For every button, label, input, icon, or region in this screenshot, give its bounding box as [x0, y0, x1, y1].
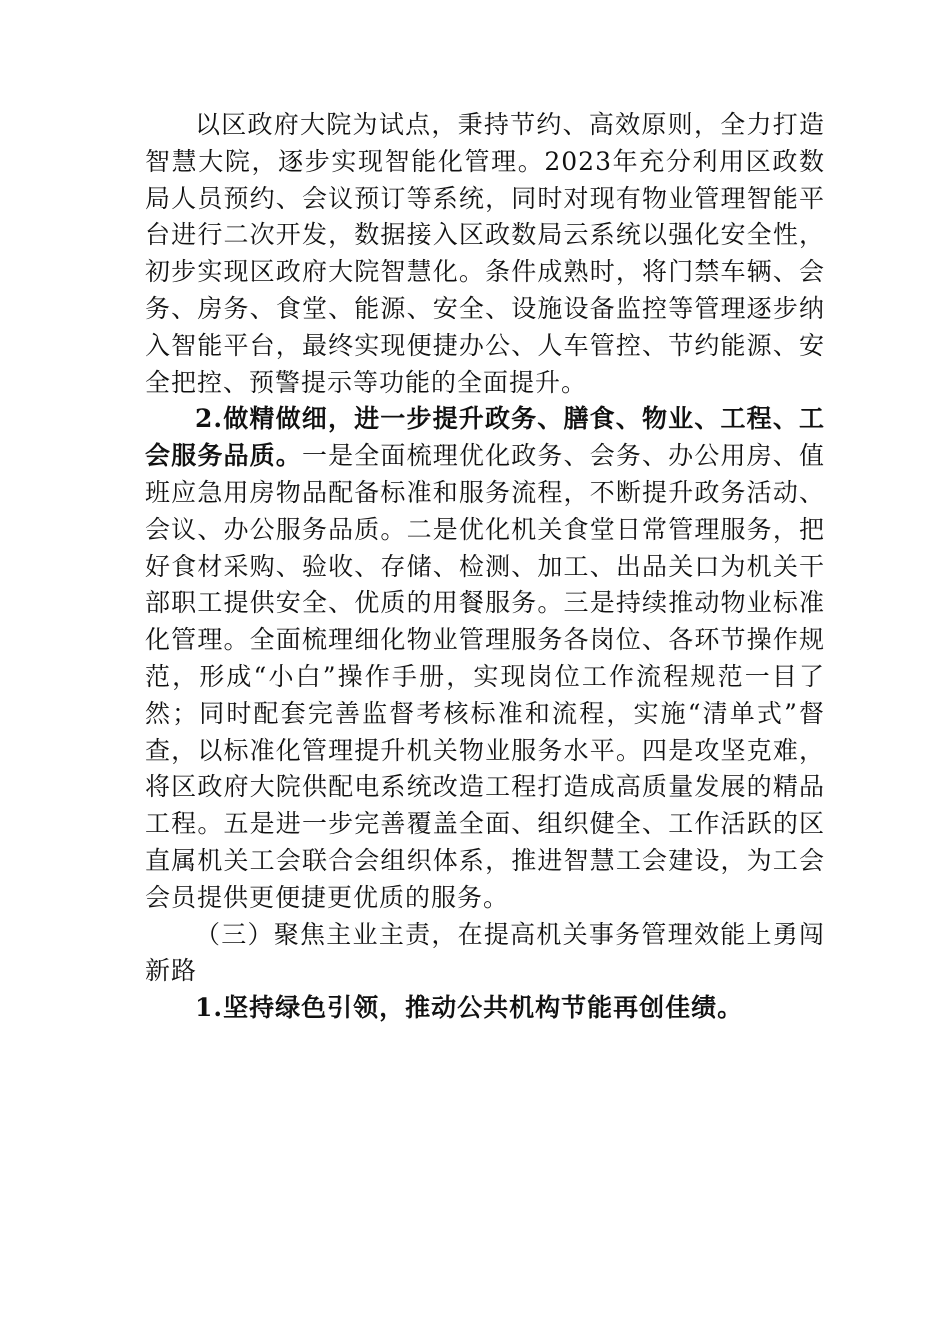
paragraph-text: 一是全面梳理优化政务、会务、办公用房、值班应急用房物品配备标准和服务流程，不断提升政务活动、会议、办公服务品质。二是优化机关食堂日常管理服务，把好食材采购、验收、存储、检测、加工、出品关口为机关干部职工提供安全、优质的用餐服务。三是持续推动物业标准化管理。全面梳理细化物业管理服务各岗位、各环节操作规范，形成“小白”操作手册，实现岗位工作流程规范一目了然；同时配套完善监督考核标准和流程，实施“清单式”督查，以标准化管理提升机关物业服务水平。四是攻坚克难，将区政府大院供配电系统改造工程打造成高质量发展的精品工程。五是进一步完善覆盖全面、组织健全、工作活跃的区直属机关工会联合会组织体系，推进智慧工会建设，为工会会员提供更便捷更优质的服务。: [145, 441, 825, 912]
section-heading-2: 2.做精做细，进一步提升政务、膳食、物业、工程、工会服务品质。: [145, 404, 825, 471]
section-heading-3: [145, 917, 825, 991]
paragraph-service-quality: [145, 401, 825, 916]
section-heading-1-green: [145, 990, 825, 1027]
paragraph-smart-compound: [145, 107, 825, 401]
paragraph-text: 以区政府大院为试点，秉持节约、高效原则，全力打造智慧大院，逐步实现智能化管理。2023年充分利用区政数局人员预约、会议预订等系统，同时对现有物业管理智能平台进行二次开发，数据接入区政数局云系统以强化安全性，初步实现区政府大院智慧化。条件成熟时，将门禁车辆、会务、房务、食堂、能源、安全、设施设备监控等管理逐步纳入智能平台，最终实现便捷办公、人车管控、节约能源、安全把控、预警提示等功能的全面提升。: [145, 110, 825, 397]
document-body: [145, 107, 825, 1027]
section-heading-text: （三）聚焦主业主责，在提高机关事务管理效能上勇闯新路: [145, 919, 825, 986]
section-heading-text: 1.坚持绿色引领，推动公共机构节能再创佳绩。: [195, 993, 744, 1023]
